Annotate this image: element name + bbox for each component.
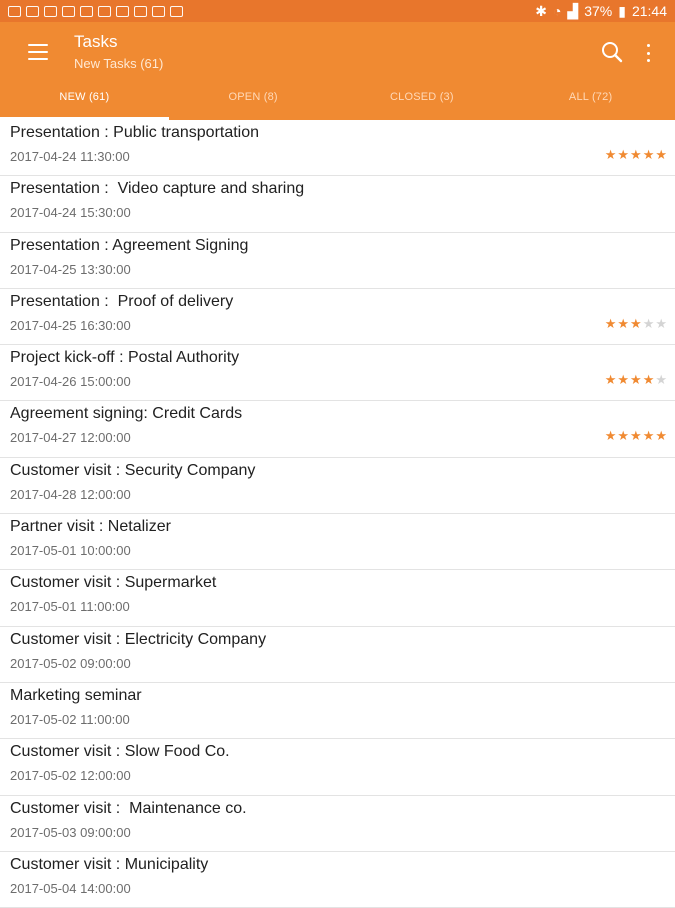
task-title: Marketing seminar (10, 686, 142, 704)
task-date: 2017-05-02 09:00:00 (10, 655, 131, 671)
priority-rating (605, 148, 667, 161)
battery-level: 37% (584, 3, 613, 19)
app-bar (0, 22, 675, 120)
download-icon (116, 6, 129, 17)
star-icon: ★ (642, 147, 655, 162)
task-row[interactable] (0, 233, 675, 289)
task-date: 2017-04-26 15:00:00 (10, 374, 131, 390)
task-title: Customer visit : Municipality (10, 855, 209, 873)
task-row[interactable] (0, 514, 675, 570)
task-row[interactable] (0, 570, 675, 626)
task-title: Customer visit : Maintenance co. (10, 799, 247, 817)
star-icon: ★ (617, 372, 630, 388)
star-icon: ★ (642, 372, 655, 388)
missed-call-icon (44, 6, 57, 17)
task-title: Customer visit : Security Company (10, 461, 256, 479)
star-icon: ★ (604, 147, 617, 162)
task-row[interactable] (0, 289, 675, 345)
star-icon: ★ (642, 428, 655, 444)
task-date: 2017-05-04 14:00:00 (10, 880, 131, 896)
search-icon[interactable] (601, 41, 623, 63)
task-date: 2017-05-01 11:00:00 (10, 599, 130, 615)
app-icon (98, 6, 111, 17)
task-date: 2017-05-03 09:00:00 (10, 824, 131, 840)
download-icon (134, 6, 147, 17)
task-date: 2017-04-24 11:30:00 (10, 149, 130, 164)
task-title: Presentation : Proof of delivery (10, 292, 234, 310)
task-date: 2017-05-01 10:00:00 (10, 543, 131, 559)
task-row[interactable] (0, 627, 675, 683)
task-date: 2017-04-27 12:00:00 (10, 430, 131, 446)
tab-bar (0, 74, 675, 120)
star-icon: ★ (617, 147, 630, 162)
signal-icon: ▟ (567, 2, 579, 19)
email-icon (152, 6, 165, 17)
task-date: 2017-05-02 12:00:00 (10, 768, 131, 784)
star-icon: ★ (617, 428, 630, 444)
star-icon: ★ (655, 147, 667, 162)
app-icon (80, 6, 93, 17)
app-icon (170, 6, 183, 17)
battery-icon: ▮ (618, 2, 626, 19)
star-icon: ★ (604, 428, 617, 444)
task-date: 2017-04-25 16:30:00 (10, 317, 131, 333)
task-date: 2017-05-02 11:00:00 (10, 711, 130, 727)
task-title: Presentation : Public transportation (10, 124, 260, 141)
star-icon: ★ (655, 372, 667, 388)
task-title: Customer visit : Slow Food Co. (10, 743, 230, 761)
status-bar (0, 0, 675, 22)
task-title: Partner visit : Netalizer (10, 518, 171, 536)
task-title: Agreement signing: Credit Cards (10, 405, 243, 423)
star-icon: ★ (642, 315, 655, 331)
task-row[interactable] (0, 345, 675, 401)
mail-icon (8, 6, 21, 17)
overflow-menu-icon[interactable] (645, 44, 651, 62)
task-title: Project kick-off : Postal Authority (10, 349, 240, 367)
task-row[interactable] (0, 120, 675, 176)
title-block (74, 32, 163, 71)
star-icon: ★ (630, 147, 642, 162)
task-list (0, 120, 675, 908)
task-date: 2017-04-24 15:30:00 (10, 205, 131, 221)
task-date: 2017-04-28 12:00:00 (10, 486, 131, 502)
tab-open[interactable]: OPEN (8) (228, 91, 278, 103)
wifi-icon: ◔ (552, 3, 562, 19)
page-subtitle: New Tasks (61) (74, 56, 164, 71)
task-title: Presentation : Video capture and sharing (10, 180, 305, 198)
clock: 21:44 (631, 3, 667, 19)
task-title: Presentation : Agreement Signing (10, 236, 249, 254)
task-row[interactable] (0, 683, 675, 739)
priority-rating (605, 373, 667, 386)
app-icon (62, 6, 75, 17)
task-row[interactable] (0, 401, 675, 457)
star-icon: ★ (617, 315, 630, 331)
star-icon: ★ (655, 428, 667, 444)
notification-icons (8, 6, 183, 17)
star-icon: ★ (604, 372, 617, 388)
star-icon: ★ (630, 372, 642, 388)
star-icon: ★ (630, 428, 642, 444)
task-row[interactable] (0, 796, 675, 852)
task-title: Customer visit : Electricity Company (10, 630, 267, 648)
menu-icon[interactable] (28, 44, 48, 60)
tab-all[interactable]: ALL (72) (568, 91, 613, 103)
chat-icon (26, 6, 39, 17)
tab-closed[interactable]: CLOSED (3) (390, 91, 454, 103)
page-title: Tasks (74, 32, 118, 51)
task-row[interactable] (0, 458, 675, 514)
task-date: 2017-04-25 13:30:00 (10, 261, 131, 277)
priority-rating (605, 317, 667, 330)
star-icon: ★ (604, 315, 617, 331)
task-row[interactable] (0, 176, 675, 232)
star-icon: ★ (655, 315, 667, 331)
star-icon: ★ (630, 315, 642, 331)
priority-rating (605, 429, 667, 442)
tab-new[interactable]: NEW (61) (0, 74, 169, 120)
system-status (535, 3, 667, 20)
task-row[interactable] (0, 739, 675, 795)
task-title: Customer visit : Supermarket (10, 574, 217, 592)
bluetooth-icon: ✱ (535, 2, 547, 19)
